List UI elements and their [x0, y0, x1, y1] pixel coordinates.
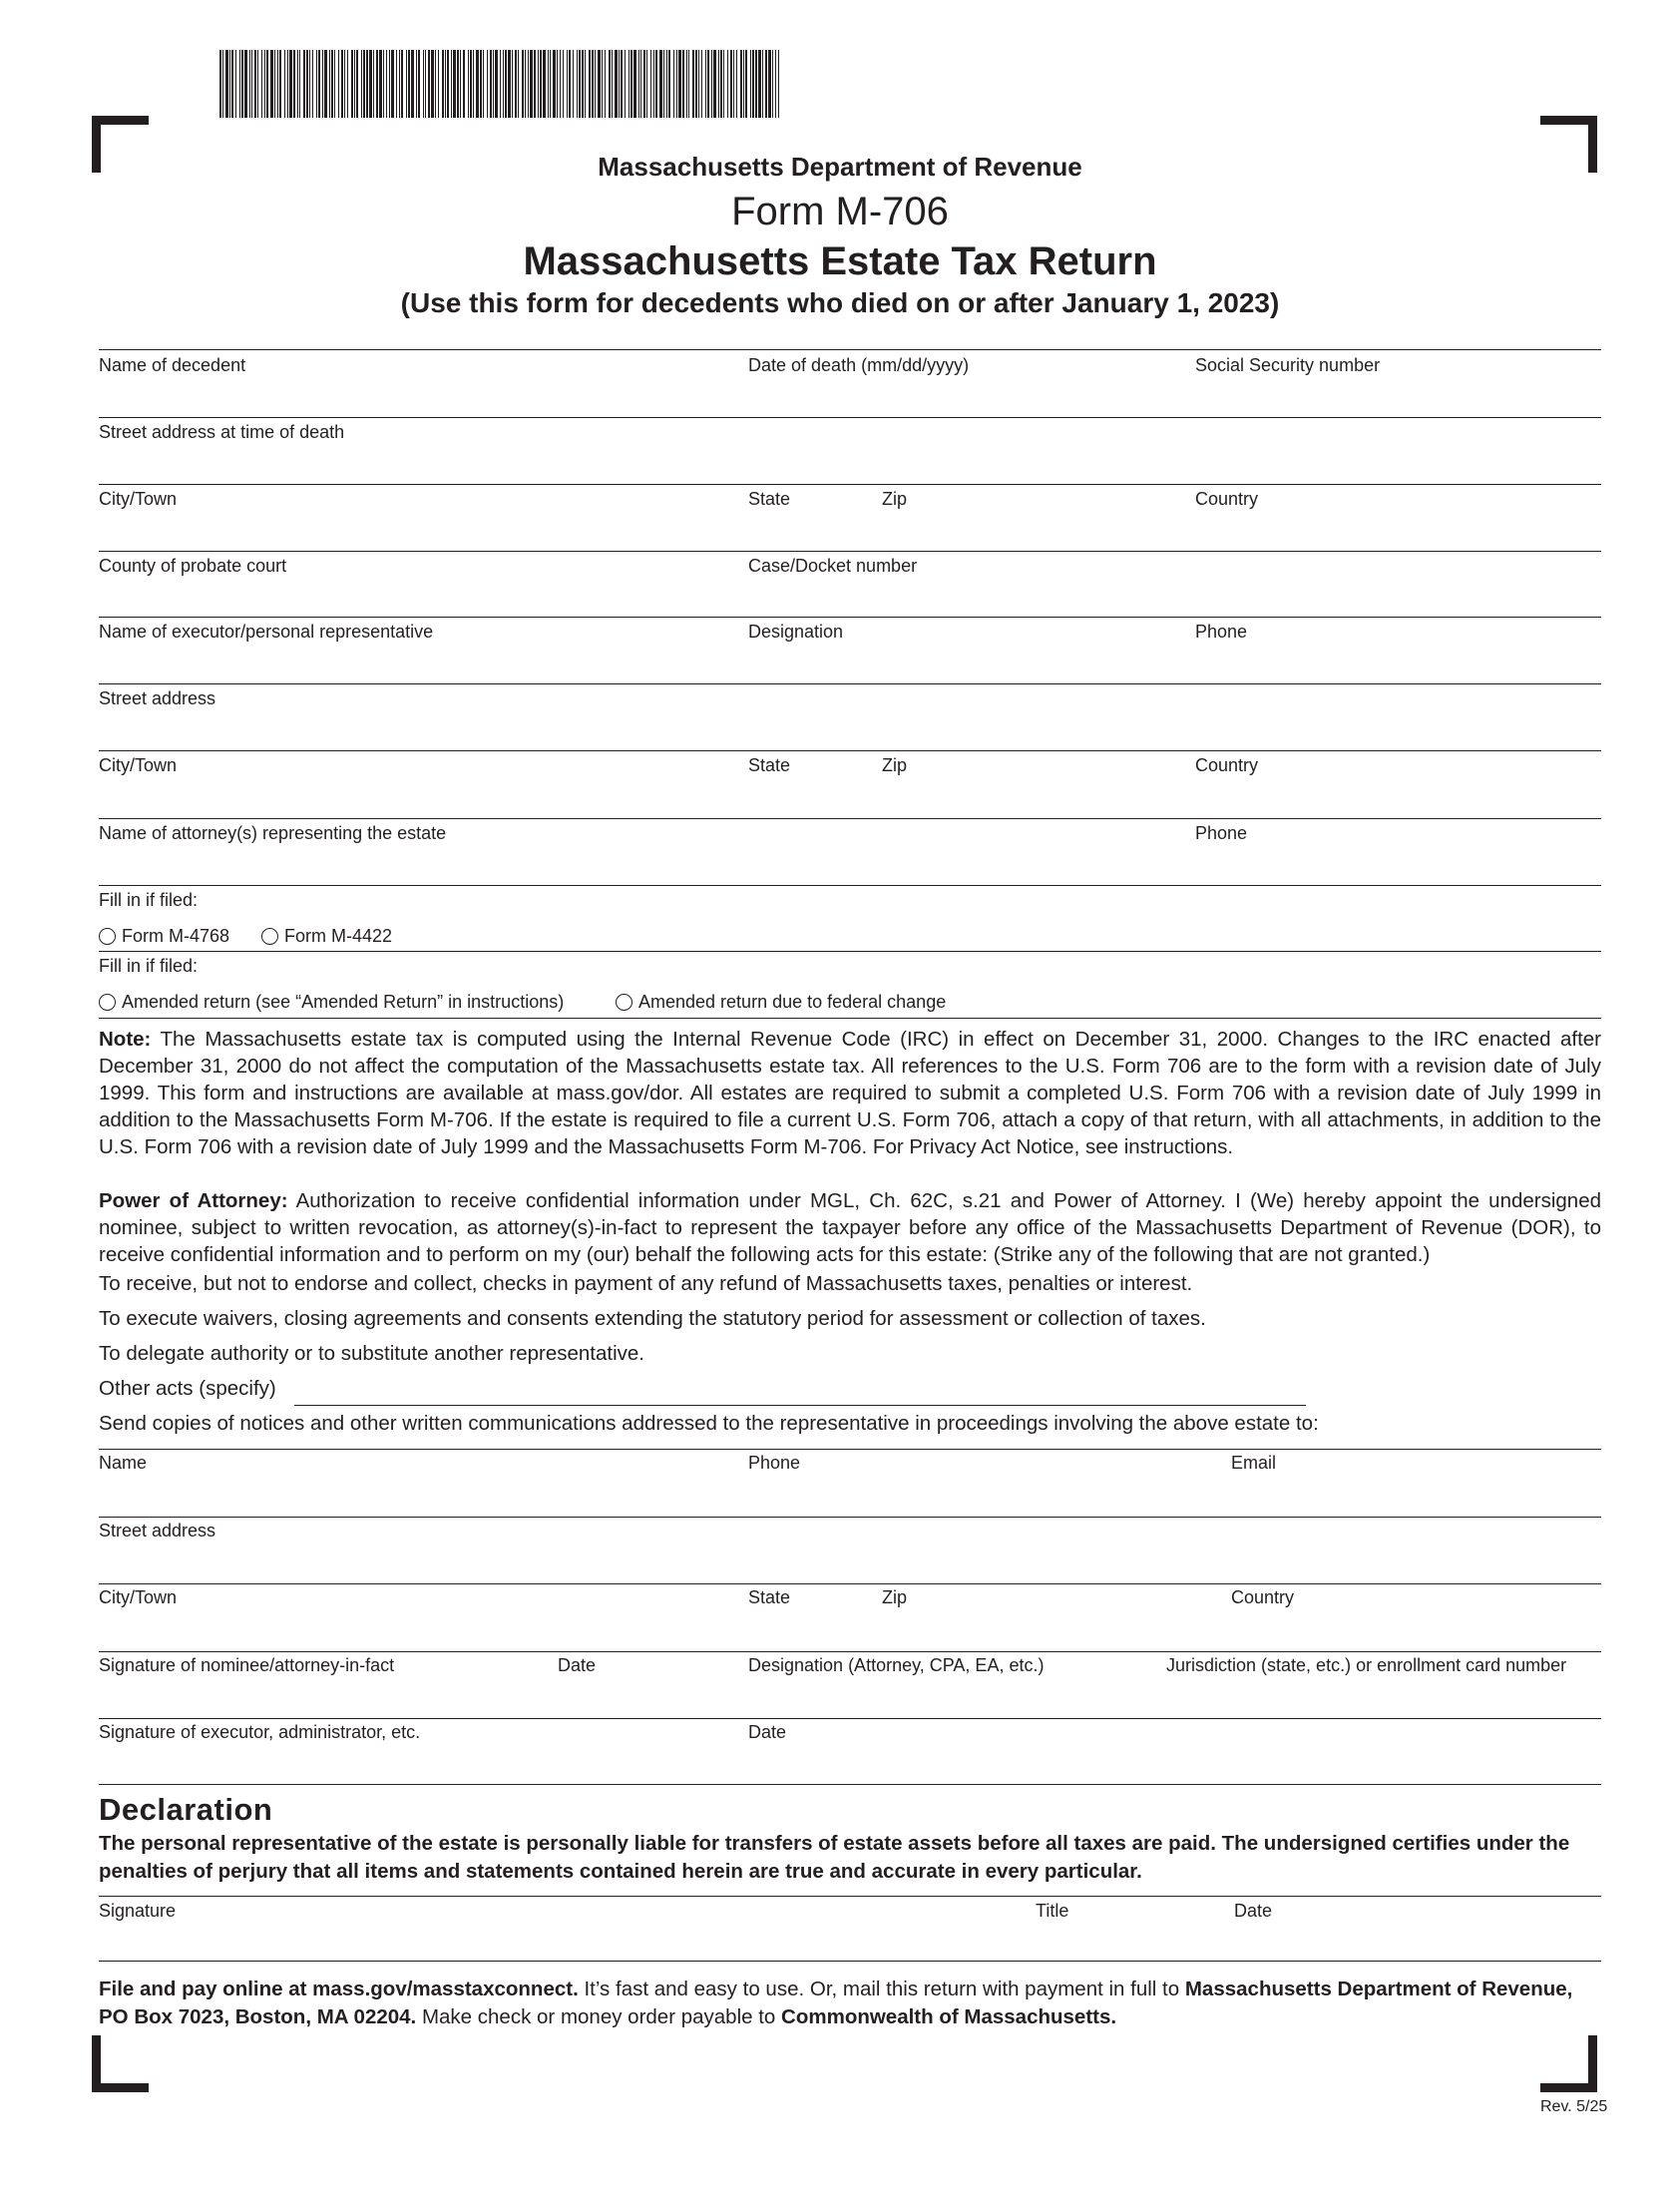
divider	[99, 349, 1601, 350]
label-designation: Designation	[748, 622, 844, 642]
label-rep-phone: Phone	[748, 1453, 801, 1473]
divider	[99, 1961, 1601, 1962]
label-rep-email: Email	[1231, 1453, 1277, 1473]
label-rep-country: Country	[1231, 1587, 1295, 1607]
executor-state-input[interactable]	[748, 780, 877, 816]
attorney-phone-input[interactable]	[1195, 848, 1598, 884]
barcode	[219, 50, 780, 118]
poa-act-3: To delegate authority or to substitute another representative.	[99, 1342, 645, 1365]
executor-street-input[interactable]	[99, 713, 1599, 749]
radio-amended-return[interactable]: Amended return (see “Amended Return” in instructions)	[99, 992, 564, 1013]
label-name-of-executor: Name of executor/personal representative	[99, 622, 434, 642]
decedent-name-input[interactable]	[99, 379, 741, 415]
county-probate-input[interactable]	[99, 580, 741, 616]
label-phone: Phone	[1195, 622, 1248, 642]
poa-act-1: To receive, but not to endorse and collect, checks in payment of any refund of Massachusetts taxes, penalties or interest.	[99, 1272, 1193, 1295]
rep-country-input[interactable]	[1231, 1613, 1598, 1649]
label-rep-street: Street address	[99, 1521, 216, 1541]
executor-phone-input[interactable]	[1195, 647, 1598, 682]
executor-signature-field[interactable]	[99, 1747, 741, 1783]
label-fill-in-if-filed: Fill in if filed:	[99, 890, 199, 910]
street-address-at-death-input[interactable]	[99, 447, 1599, 483]
case-docket-input[interactable]	[748, 580, 1598, 616]
nominee-signature-field[interactable]	[99, 1680, 552, 1716]
poa-act-2: To execute waivers, closing agreements and consents extending the statutory period for assessment or collection of taxes.	[99, 1307, 1206, 1330]
divider	[99, 1449, 1601, 1450]
rep-email-input[interactable]	[1231, 1479, 1598, 1515]
divider	[99, 885, 1601, 886]
rep-phone-input[interactable]	[748, 1479, 1226, 1515]
label-state: State	[748, 755, 791, 775]
decedent-zip-input[interactable]	[882, 514, 1185, 550]
label-case-docket: Case/Docket number	[748, 556, 918, 576]
executor-country-input[interactable]	[1195, 780, 1598, 816]
label-name-of-attorney: Name of attorney(s) representing the estate	[99, 823, 447, 843]
note-paragraph: Note: The Massachusetts estate tax is computed using the Internal Revenue Code (IRC) in effect on December 31, 2000. Changes to the IRC enacted after December 31, 2000 do not affect the computation of the Massachusetts estate tax. All references to the U.S. Form 706 are to the form with a revision date of July 1999. This form and instructions are available at mass.gov/dor. All estates are required to submit a completed U.S. Form 706 with a revision date of July 1999 in addition to the Massachusetts Form M-706. If the estate is required to file a current U.S. Form 706, attach a copy of that return, with all attachments, in addition to the U.S. Form 706 with a revision date of July 1999 and the Massachusetts Form M-706. For Privacy Act Notice, see instructions.	[99, 1028, 1601, 1158]
footer-instructions: File and pay online at mass.gov/masstaxconnect. It’s fast and easy to use. Or, mail this return with payment in full to Massachusetts Department of Revenue, PO Box 7023, Boston, MA 02204. Make check or money order payable to Commonwealth of Massachusetts.	[99, 1978, 1573, 2028]
executor-zip-input[interactable]	[882, 780, 1185, 816]
label-country: Country	[1195, 755, 1259, 775]
attorney-name-input[interactable]	[99, 848, 1190, 884]
label-zip: Zip	[882, 755, 908, 775]
decedent-city-input[interactable]	[99, 514, 741, 550]
poa-other-acts: Other acts (specify)	[99, 1377, 276, 1400]
radio-amended-federal-change[interactable]: Amended return due to federal change	[616, 992, 946, 1013]
label-country: Country	[1195, 489, 1259, 509]
label-rep-city: City/Town	[99, 1587, 178, 1607]
other-acts-input[interactable]	[294, 1377, 1306, 1406]
jurisdiction-input[interactable]	[1166, 1680, 1599, 1716]
divider	[99, 1896, 1601, 1897]
executor-name-input[interactable]	[99, 647, 741, 682]
label-date-of-death: Date of death (mm/dd/yyyy)	[748, 355, 970, 375]
form-number: Form M-706	[731, 190, 949, 233]
radio-circle-icon[interactable]	[99, 994, 116, 1011]
label-city-town: City/Town	[99, 755, 178, 775]
divider	[99, 1718, 1601, 1719]
declaration-text: The personal representative of the estate is personally liable for transfers of estate assets before all taxes are paid. The undersigned certifies under the penalties of perjury that all items and statements contained herein are true and accurate in every particular.	[99, 1832, 1570, 1883]
executor-date-input[interactable]	[748, 1747, 1598, 1783]
label-signature-nominee: Signature of nominee/attorney-in-fact	[99, 1655, 395, 1675]
divider	[99, 818, 1601, 819]
label-designation: Designation (Attorney, CPA, EA, etc.)	[748, 1655, 1045, 1675]
label-street-address-at-death: Street address at time of death	[99, 422, 345, 442]
divider	[99, 1018, 1601, 1019]
power-of-attorney-paragraph: Power of Attorney: Authorization to receive confidential information under MGL, Ch. 62C, s.21 and Power of Attorney. I (We) hereby appoint the undersigned nominee, subject to written revocation, as attorney(s)-in-fact to represent the taxpayer before any office of the Massachusetts Department of Revenue (DOR), to receive confidential information and to perform on my (our) behalf the following acts for this estate: (Strike any of the following that are not granted.)	[99, 1189, 1602, 1266]
label-fill-in-if-filed: Fill in if filed:	[99, 956, 199, 976]
declaration-signature-field[interactable]	[99, 1926, 1031, 1960]
label-jurisdiction: Jurisdiction (state, etc.) or enrollment card number	[1166, 1655, 1567, 1675]
divider	[99, 1784, 1601, 1785]
rep-city-input[interactable]	[99, 1613, 741, 1649]
executor-city-input[interactable]	[99, 780, 741, 816]
divider	[99, 750, 1601, 751]
label-name-of-decedent: Name of decedent	[99, 355, 246, 375]
label-city-town: City/Town	[99, 489, 178, 509]
label-executor-date: Date	[748, 1722, 787, 1742]
revision-label: Rev. 5/25	[1540, 2098, 1608, 2115]
label-zip: Zip	[882, 489, 908, 509]
label-title: Title	[1036, 1901, 1069, 1921]
declaration-heading: Declaration	[99, 1792, 273, 1827]
label-rep-name: Name	[99, 1453, 148, 1473]
divider	[99, 1517, 1601, 1518]
rep-name-input[interactable]	[99, 1479, 741, 1515]
radio-form-m4422[interactable]: Form M-4422	[261, 926, 392, 947]
label-signature-executor: Signature of executor, administrator, etc.	[99, 1722, 421, 1742]
page-subtitle: (Use this form for decedents who died on or after January 1, 2023)	[400, 287, 1280, 318]
department-name: Massachusetts Department of Revenue	[598, 152, 1082, 182]
declaration-date-input[interactable]	[1234, 1926, 1599, 1960]
corner-mark-bottom-left	[92, 2035, 149, 2092]
decedent-country-input[interactable]	[1195, 514, 1598, 550]
label-nominee-date: Date	[558, 1655, 597, 1675]
declaration-title-input[interactable]	[1036, 1926, 1229, 1960]
ssn-input[interactable]	[1195, 379, 1598, 415]
radio-form-m4768[interactable]: Form M-4768	[99, 926, 229, 947]
divider	[99, 617, 1601, 618]
divider	[99, 417, 1601, 418]
date-of-death-input[interactable]	[748, 379, 1191, 415]
radio-circle-icon[interactable]	[99, 928, 116, 945]
divider	[99, 1583, 1601, 1584]
divider	[99, 484, 1601, 485]
radio-circle-icon[interactable]	[616, 994, 632, 1011]
divider	[99, 683, 1601, 684]
label-state: State	[748, 489, 791, 509]
label-ssn: Social Security number	[1195, 355, 1381, 375]
label-street-address: Street address	[99, 688, 216, 708]
nominee-date-input[interactable]	[558, 1680, 741, 1716]
corner-mark-bottom-right	[1540, 2035, 1597, 2092]
divider	[99, 551, 1601, 552]
rep-zip-input[interactable]	[882, 1613, 1225, 1649]
decedent-state-input[interactable]	[748, 514, 877, 550]
label-date: Date	[1234, 1901, 1273, 1921]
label-rep-state: State	[748, 1587, 791, 1607]
label-rep-zip: Zip	[882, 1587, 908, 1607]
label-county-probate: County of probate court	[99, 556, 287, 576]
divider	[99, 951, 1601, 952]
page-title: Massachusetts Estate Tax Return	[523, 239, 1157, 283]
rep-street-input[interactable]	[99, 1546, 1599, 1582]
divider	[99, 1651, 1601, 1652]
rep-state-input[interactable]	[748, 1613, 877, 1649]
poa-send-copies: Send copies of notices and other written communications addressed to the representative in proceedings involving the above estate to:	[99, 1412, 1319, 1435]
designation-input[interactable]	[748, 1680, 1161, 1716]
executor-designation-input[interactable]	[748, 647, 1191, 682]
label-attorney-phone: Phone	[1195, 823, 1248, 843]
radio-circle-icon[interactable]	[261, 928, 278, 945]
label-signature: Signature	[99, 1901, 177, 1921]
